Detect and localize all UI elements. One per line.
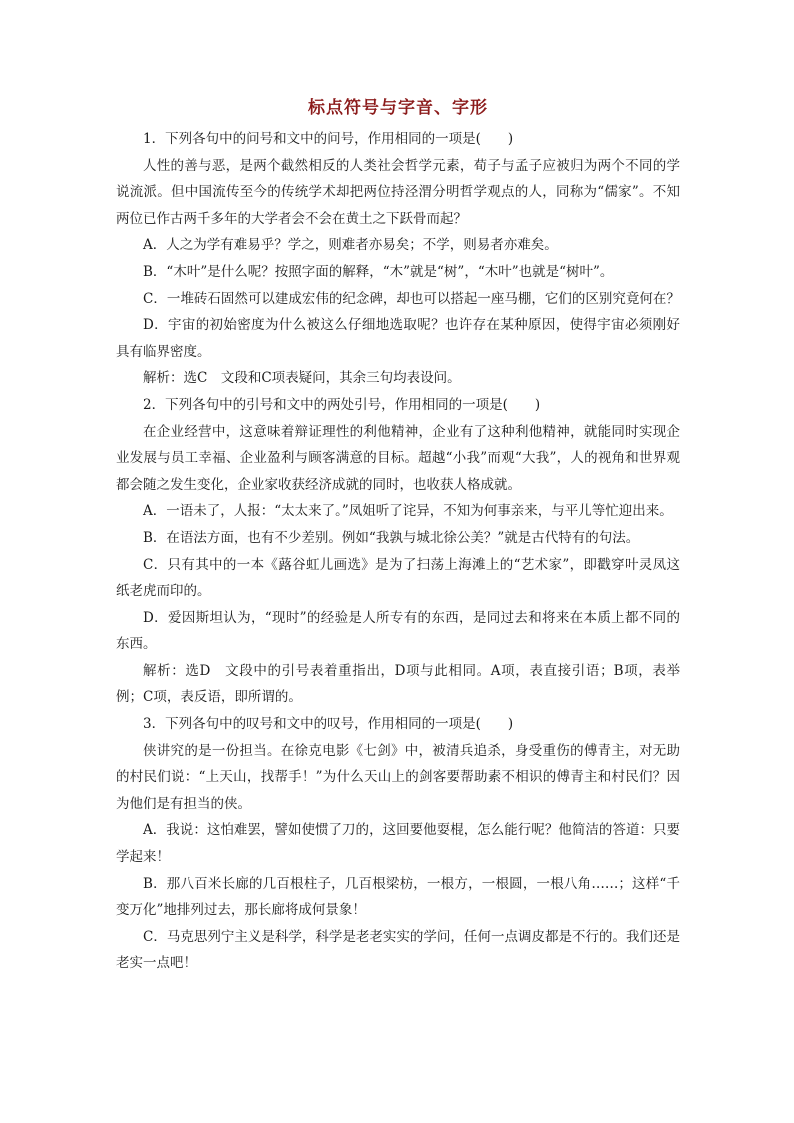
question-2-stem: 2．下列各句中的引号和文中的两处引号，作用相同的一项是( ) bbox=[143, 396, 541, 413]
question-3-option-c: C．马克思列宁主义是科学，科学是老老实实的学问，任何一点调皮都是不行的。我们还是老实一点吧！ bbox=[116, 928, 680, 972]
question-2-option-a: A．一语未了，人报：“太太来了。”凤姐听了诧异，不知为何事亲来，与平儿等忙迎出来。 bbox=[143, 503, 673, 520]
question-1-option-a: A．人之为学有难易乎？学之，则难者亦易矣；不学，则易者亦难矣。 bbox=[143, 237, 558, 254]
question-3-passage: 侠讲究的是一份担当。在徐克电影《七剑》中，被清兵追杀，身受重伤的傅青主，对无助的村民们说：“上天山，找帮手！”为什么天山上的剑客要帮助素不相识的傅青主和村民们？因为他们是有担当的侠。 bbox=[116, 742, 680, 812]
question-2-option-c: C．只有其中的一本《蕗谷虹儿画选》是为了扫荡上海滩上的“艺术家”，即戳穿叶灵凤这纸老虎而印的。 bbox=[116, 556, 680, 600]
question-1-option-c: C．一堆砖石固然可以建成宏伟的纪念碑，却也可以搭起一座马棚，它们的区别究竟何在？ bbox=[143, 290, 680, 307]
question-2-analysis: 解析：选D 文段中的引号表着重指出，D项与此相同。A项，表直接引语；B项，表举例；C项，表反语，即所谓的。 bbox=[116, 662, 680, 706]
question-2-option-d: D．爱因斯坦认为，“现时”的经验是人所专有的东西，是同过去和将来在本质上都不同的东西。 bbox=[116, 609, 680, 653]
question-3-option-a: A．我说：这怕难罢，譬如使惯了刀的，这回要他耍棍，怎么能行呢？他简洁的答道：只要学起来！ bbox=[116, 822, 680, 866]
question-1-passage: 人性的善与恶，是两个截然相反的人类社会哲学元素，荀子与孟子应被归为两个不同的学说流派。但中国流传至今的传统学术却把两位持泾渭分明哲学观点的人，同称为“儒家”。不知两位已作古两千多年的大学者会不会在黄土之下跃骨而起？ bbox=[116, 157, 680, 227]
question-1-option-d: D．宇宙的初始密度为什么被这么仔细地选取呢？也许存在某种原因，使得宇宙必须刚好具有临界密度。 bbox=[116, 317, 680, 360]
question-1-option-b: B．“木叶”是什么呢？按照字面的解释，“木”就是“树”，“木叶”也就是“树叶”。 bbox=[143, 263, 614, 280]
document-page bbox=[116, 96, 680, 977]
question-1-stem: 1．下列各句中的问号和文中的问号，作用相同的一项是( ) bbox=[143, 131, 514, 147]
question-2-passage: 在企业经营中，这意味着辩证理性的利他精神，企业有了这种利他精神，就能同时实现企业发展与员工幸福、企业盈利与顾客满意的目标。超越“小我”而观“大我”，人的视角和世界观都会随之发生变化，企业家收获经济成就的同时，也收获人格成就。 bbox=[116, 423, 680, 493]
document-title: 标点符号与字音、字形 bbox=[308, 98, 488, 118]
question-2-option-b: B．在语法方面，也有不少差别。例如“我孰与城北徐公美？”就是古代特有的句法。 bbox=[143, 529, 640, 546]
question-3-option-b: B．那八百米长廊的几百根柱子，几百根梁枋，一根方，一根圆，一根八角……；这样“千变万化”地排列过去，那长廊将成何景象！ bbox=[116, 875, 680, 919]
question-3-stem: 3．下列各句中的叹号和文中的叹号，作用相同的一项是( ) bbox=[143, 716, 514, 733]
question-1-analysis: 解析：选C 文段和C项表疑问，其余三句均表设问。 bbox=[143, 370, 461, 387]
